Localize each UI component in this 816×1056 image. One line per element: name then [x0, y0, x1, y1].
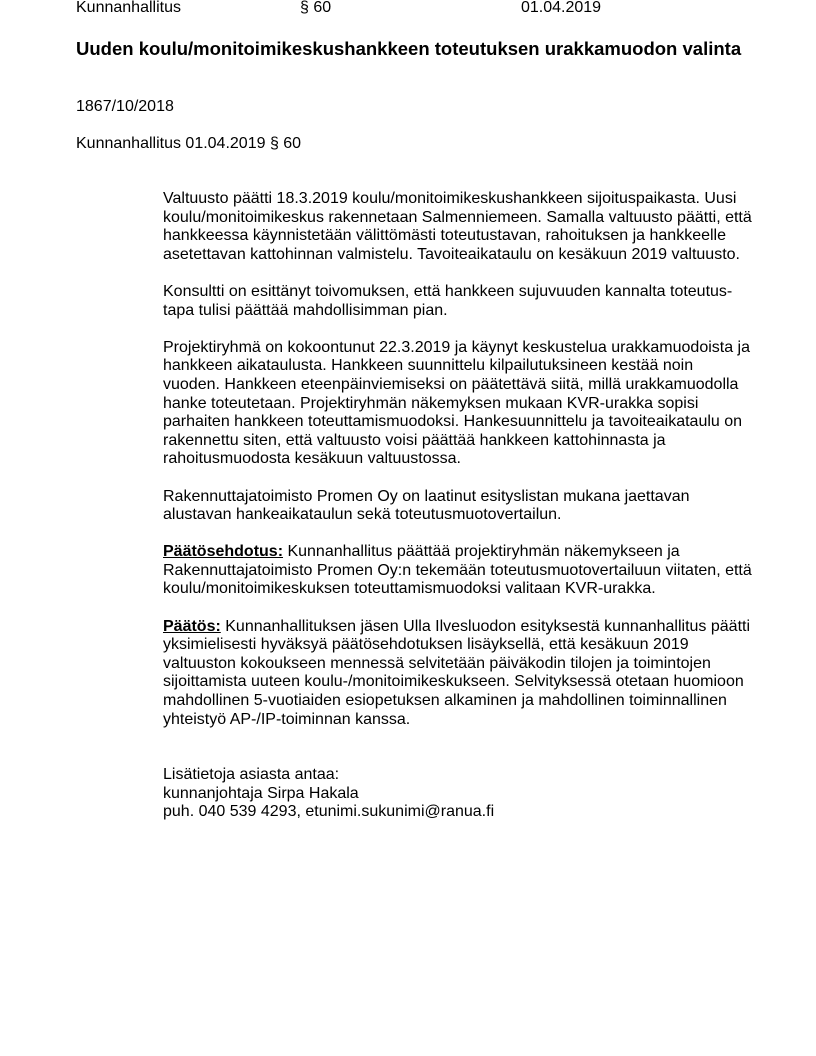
header-section: § 60	[300, 0, 332, 16]
paragraph: Konsultti on esittänyt toivomuksen, että hankkeen sujuvuuden kannalta toteutustapa tulisi päättää mahdollisimman pian.	[163, 282, 733, 319]
diary-number: 1867/10/2018	[76, 98, 174, 115]
paragraph: Projektiryhmä on kokoontunut 22.3.2019 ja käynyt keskustelua urakkamuodoista ja hankkeen aikataulusta. Hankkeen suunnittelu kilpailutuksineen kestää noin vuoden. Hankkeen eteenpäinviemiseksi on päätettävä siitä, millä urakkamuodolla hanke toteutetaan. Projektiryhmän näkemyksen mukaan KVR-urakka sopisi parhaiten hankkeen toteuttamismuodoksi. Hankesuunnittelu ja tavoiteaikataulu on rakennettu siten, että valtuusto voisi päättää hankkeen kattohinnasta ja rahoitusmuodosta kesäkuun valtuustossa.	[163, 338, 751, 468]
proposal-text: Kunnanhallitus päättää projektiryhmän näkemykseen ja Rakennuttajatoimisto Promen Oy:n tekemään toteutusmuotovertailuun viitaten, että koulu/monitoimikeskuksen toteuttamismuodoksi valitaan KVR-urakka.	[163, 543, 752, 598]
proposal-paragraph	[163, 543, 753, 599]
decision-label: Päätös:	[163, 617, 221, 635]
contact-person: kunnanjohtaja Sirpa Hakala	[163, 784, 359, 802]
meeting-reference: Kunnanhallitus 01.04.2019 § 60	[76, 135, 302, 152]
document-title: Uuden koulu/monitoimikeskushankkeen toteutuksen urakkamuodon valinta	[76, 38, 742, 59]
paragraph: Rakennuttajatoimisto Promen Oy on laatinut esityslistan mukana jaettavan alustavan hankeaikataulun sekä toteutusmuotovertailun.	[163, 487, 690, 524]
header-organ: Kunnanhallitus	[76, 0, 181, 16]
header-date: 01.04.2019	[521, 0, 602, 16]
contact-block	[163, 766, 753, 822]
decision-text: Kunnanhallituksen jäsen Ulla Ilvesluodon esityksestä kunnanhallitus päätti yksimielisesti hyväksyä päätösehdotuksen lisäyksellä, että kesäkuun 2019 valtuuston kokoukseen mennessä selvitetään päiväkodin tilojen ja toimintojen sijoittamista uuteen koulu-/monitoimikeskukseen. Selvityksessä otetaan huomioon mahdollinen 5-vuotiaiden esiopetuksen alkaminen ja mahdollinen toiminnallinen yhteistyö AP-/IP-toiminnan kanssa.	[163, 617, 751, 728]
decision-paragraph	[163, 618, 753, 730]
document-body	[163, 190, 753, 822]
proposal-label: Päätösehdotus:	[163, 543, 284, 561]
paragraph: Valtuusto päätti 18.3.2019 koulu/monitoimikeskushankkeen sijoituspaikasta. Uusi koulu/monitoimikeskus rakennetaan Salmenniemeen. Samalla valtuusto päätti, että hankkeessa käynnistetään välittömästi toteutustavan, rahoituksen ja hankkeelle asetettavan kattohinnan valmistelu. Tavoiteaikataulu on kesäkuun 2019 valtuusto.	[163, 190, 752, 263]
contact-details: puh. 040 539 4293, etunimi.sukunimi@ranua.fi	[163, 803, 495, 821]
contact-intro: Lisätietoja asiasta antaa:	[163, 766, 340, 784]
